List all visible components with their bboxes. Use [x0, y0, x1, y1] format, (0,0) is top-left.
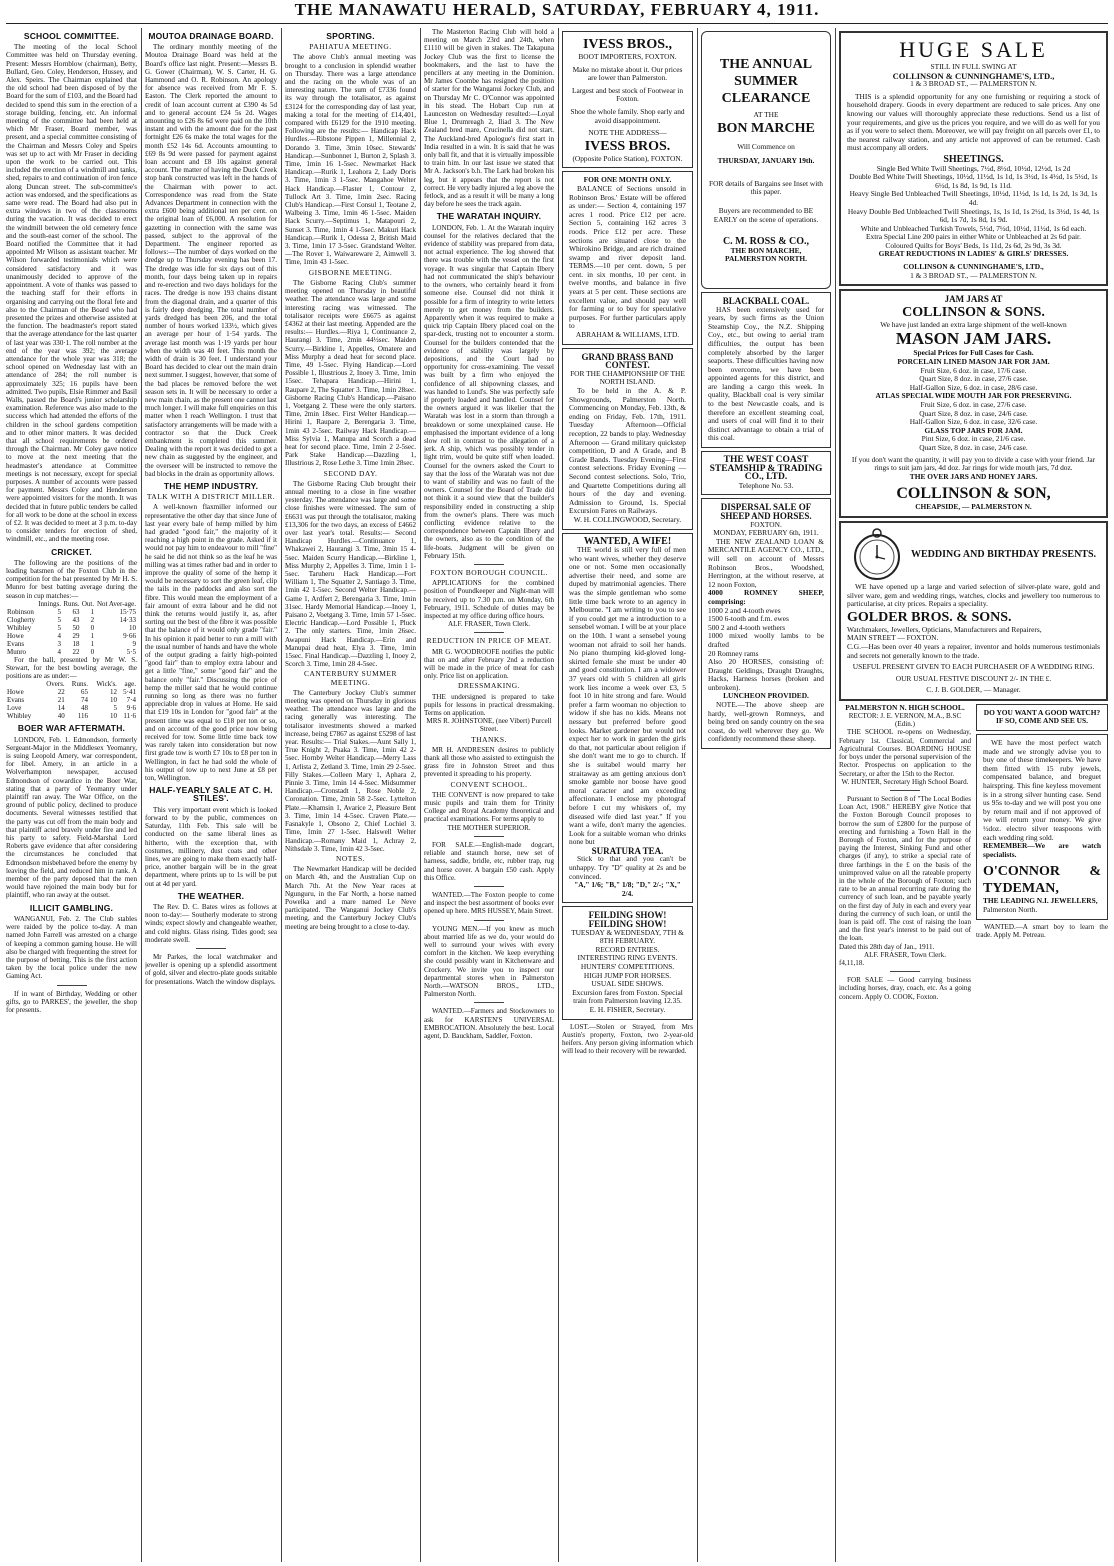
pnhs-rector: RECTOR: J. E. VERNON, M.A., B.SC (Edin.): [848, 712, 962, 729]
moutoa-heading: MOUTOA DRAINAGE BOARD.: [148, 31, 274, 41]
canterbury-article: The Canterbury Jockey Club's summer meeting was opened on Thursday in glorious weather. The attendance was large and the racing generally was interesting. The totalisator investments showed a marked increase, being £7867 as against £5298 of last year. Results:— Trial Stakes.—Aunt Sally 1, True Knight 2, Puaka 3. Time, 1min 42 2-5sec. Hornby Welter Handicap.—Merry Lass 1, Arlista 2, Zetland 3. Time, 1min 29 2-5sec. Filly Stakes.—Colleen Mary 1, Aphara 2, Pinnie 3. Time, 1min 14 4-5sec. Midsummer Handicap.—Cronstadt 1, Rose Noble 2, Coronation. Time, 2min 58 2-5sec. Lyttelton Plate.—Khamsin 1, Avarice 2, Pleasure Bent 3. Time, 1min 14 4-5sec. Craven Plate.—Fasnakyle 1, Obsono 2, Chief Lochiel 3. Time, 1min 27 1-5sec. Halswell Welter Handicap.—Romany Maid 1, Achray 2, Nithsdale 3. Time, 1min 42 3-5sec.: [285, 688, 416, 853]
table-row: Munro 4 22 0 5·5: [7, 647, 136, 656]
suratura-body: Stick to that and you can't be unhappy. Try "D" quality at 2s and be convinced.: [569, 854, 686, 881]
feilding-item: RECORD ENTRIES.: [595, 944, 660, 954]
jam-sign-2: CHEAPSIDE, — PALMERSTON N.: [915, 502, 1032, 512]
column-7: [839, 28, 1108, 1562]
jam-price-line: Half-Gallon Size, 6 doz. in case, 28/6 case.: [909, 382, 1038, 392]
golder-discount: OUR USUAL FESTIVE DISCOUNT 2/- IN THE £.: [895, 673, 1052, 683]
moutoa-article: The ordinary monthly meeting of the Moutoa Drainage Board was held at the Board's office last night. Present:—Messrs B. G. Gower (Chairman), W. S. Carter, H. G. Hammond and O. R. Robinson. An apology for absence was received from Mr F. S. Easton. The Clerk reported the amount to credit of loan account current at £390 4s 5d and to general account £24 5s 2d. Wages amounting to £26 8s 6d were paid on the 10th instant and with the amount due for the past fortnight £26 6s make the total wages for the month £52 14s 6d. Accounts amounting to £69 8s 9d were passed for payment against loan account and £8 10s against general account. The matter of having the Duck Creek stop bank constructed was left in the hands of the Chairman with power to act. Correspondence was read from the State Advances Department in connection with the extra £600 being additional ten per cent. on the original loan of £6,000. A resolution for gazetting in connection with the same was passed, subject to the approval of the Department. The engineer reported as follows:—The number of days worked on the dredge up to Thursday evening has been 17. The dredge was idle for six days out of this month, four days being taken up in repairs and re-erection and two days holidays for the races. The dredge is now 193 chains distant from the diagonal drain, and a quarter of this is fairly deep dredging. The total number of yards dredged has been 206, and the total number of hours worked 133½, which gives an average per hour of 1·54 yards. The average last month was 1·19 yards per hour when the width was 40 feet. This month the width of drain is 30 feet. I understand your Board has decided to clear out the main drain next summer. I suggest, however, that some of the bad places be removed before the wet season sets in. It will be necessary to order a new main chain, as the present one cannot last much longer. I will make full enquiries on this matter when I reach Wellington. I trust that satisfactory arrangements will be made with a contractor so that the Duck Creek embankment is completed this summer. Dealing with the report it was decided to get a new chain as suggested by the engineer, and the overseer will be instructed to remove the bad blocks in the drain as opportunity allows.: [145, 43, 277, 478]
thanks-notice: MR H. ANDRESEN desires to publicly thank all those who assisted to extinguish the grass fire in Johnston Street and thus prevented it spreading to his property.: [424, 745, 554, 779]
huge-sale-reductions: GREAT REDUCTIONS IN LADIES' & GIRLS' DRESSES.: [878, 249, 1069, 259]
jam-heading-2: COLLINSON & SONS.: [902, 304, 1045, 320]
west-coast-line-2: STEAMSHIP & TRADING CO., LTD.: [709, 463, 823, 483]
column-divider: [558, 28, 559, 1562]
table-row: Robinson 5 63 1 15·75: [7, 607, 136, 616]
sale-heading: HALF-YEARLY SALE AT C. H. STILES'.: [149, 785, 273, 804]
oconnor-line-3: Palmerston North.: [983, 904, 1038, 914]
canterbury-heading: CANTERBURY SUMMER MEETING.: [303, 669, 398, 687]
wanted-wife-heading: WANTED, A WIFE!: [583, 535, 672, 547]
column-divider: [141, 28, 142, 1562]
ivess-note: NOTE THE ADDRESS—: [588, 128, 667, 138]
table-row: Whibley 5 50 0 10: [7, 623, 136, 632]
dispersal-date: MONDAY, FEBRUARY 6th, 1911.: [713, 528, 819, 538]
dressmaking-sign: MRS R. JOHNSTONE, (nee Vibert) Purcell Street.: [426, 717, 552, 734]
golder-present: USEFUL PRESENT GIVEN TO EACH PURCHASER OF A WEDDING RING.: [852, 662, 1095, 672]
pocket-watch-icon: [847, 527, 907, 583]
summer-clearance-ad: [701, 31, 831, 289]
jam-price-line: Quart Size, 8 doz. in case, 24/6 case.: [919, 408, 1028, 418]
weather-article: The Rev. D. C. Bates wires as follows at noon to-day:— Southerly moderate to strong winds; expect slowly and changeable weather, and cold nights. Glass rising. Tides good; sea moderate swell.: [145, 902, 277, 944]
watch-offer-ad: [976, 734, 1108, 920]
loan-notice: Pursuant to Section 8 of "The Local Bodies Loan Act, 1908." HEREBY give Notice that the Foxton Borough Council proposes to borrow the sum of £2800 for the purpose of erecting and furnishing a Town Hall in the Borough of Foxton, and for the purpose of paying the Interest, Sinking Fund and other charges (if any), to strike a special rate of three farthings in the £ on the basis of the unimproved value on all the rateable property in the whole of the Borough of Foxton; such rate to be an annual recurring rate during the currency of such loan, and be payable yearly on the first day of July in each and every year during the currency of such loan, or until the loan is paid off. The cost of raising the loan and the first year's interest to be paid out of the loan.: [839, 794, 971, 943]
huge-sale-sign-2: 1 & 3 BROAD ST., — PALMERSTON N.: [910, 270, 1037, 280]
dispersal-sale-ad: [701, 498, 831, 749]
dispersal-item: 500 2 and 4-tooth wethers: [708, 622, 786, 632]
ivess-address: (Opposite Police Station), FOXTON.: [572, 153, 683, 163]
ivess-title-2: IVESS BROS.: [584, 138, 671, 154]
watchmaker-note: Mr Parkes, the local watchmaker and jeweller is opening up a splendid assortment of gold, silver and electro-plate goods suitable for presentations. Watch the window displays.: [145, 952, 277, 986]
jam-glass: GLASS TOP JARS FOR JAM.: [924, 425, 1023, 435]
masthead: THE MANAWATU HERALD, SATURDAY, FEBRUARY 4, 1911.: [294, 0, 820, 19]
convent-notice: THE CONVENT is now prepared to take music pupils and train them for Trinity College and Royal Academy theoretical and practical examinations. For terms apply to: [424, 790, 554, 824]
cricket-heading: CRICKET.: [51, 546, 92, 557]
summer-at: AT THE: [753, 110, 779, 119]
column-4: [424, 28, 554, 1562]
coal-body: HAS been extensively used for years, by such firms as the Union Steamship Coy., the N.Z. Shipping Coy., etc., but owing to aerial tram difficulties, the output has been completely absorbed by the larger seaports. These difficulties having now been overcome, we have been appointed agents for this district, and are landing a cargo this week. In quality, Blackball coal is very similar to the best Newcastle coals, and is therefore an excellent steaming coal, and users of coal will find it to their distinct advantage to obtain a trial of this coal.: [708, 304, 824, 443]
huge-sale-body: THIS is a splendid opportunity for any one furnishing or requiring a stock of household drapery. Goods in every department are reduced to sale prices. Any one knowing our values will thoroughly appreciate these reductions. Send us a list of your requirements, and give us the prices you require, and we will do as well for you as if you were to select them. Moreover, we will pay freight on all parcels over £1, to the nearest railway station, and any article not approved of can be returned. Cash must accompany all orders.: [847, 91, 1100, 153]
foxton-council-heading: FOXTON BOROUGH COUNCIL.: [430, 568, 548, 577]
table-row: Evans 21 74 10 7·4: [7, 696, 136, 705]
convent-heading: CONVENT SCHOOL.: [450, 779, 528, 789]
wedding-presents-ad: [839, 521, 1108, 701]
notes-article: The Newmarket Handicap will be decided on March 4th, and the Australian Cup on March 7th. At the New Year races at Ngunguru, in the Far North, a horse named Powelka and a mare named Le Neve participated. The Wanganui Jockey Club's meeting, and the Canterbury Jockey Club's meeting are being brought to a close to-day.: [285, 865, 416, 931]
brass-band-sign: W. H. COLLINGWOOD, Secretary.: [573, 514, 682, 524]
dispersal-item: 20 Romney rams: [708, 648, 759, 658]
ivess-ad: [562, 31, 693, 168]
golder-name: GOLDER BROS. & SONS.: [847, 609, 1012, 625]
lost-notice: LOST.—Stolen or Strayed, from Mrs Austin's property, Foxton, two 2-year-old heifers. Any person giving information which will lead to their recovery will be rewarded.: [562, 1022, 693, 1056]
dispersal-item: 1500 6-tooth and f.m. ewes: [708, 614, 789, 624]
pnhs-heading: PALMERSTON N. HIGH SCHOOL.: [845, 702, 965, 712]
waratah-article: LONDON, Feb. 1. At the Waratah inquiry counsel for the relatives declared that the evidence of stability was prepared from data, not actual experience. The log showed that there was trouble with the vessel on the first voyage. It was singular that Captain Ilbery had not communicated the ship's behaviour to the owners, who certainly heard it from someone else. Counsel did not think it possible for a firm of integrity to write letters merely to get money from the builders. Apparently when it was required to make a quick trip Captain Ilbery placed coal on the spar-deck, trusting not to encounter a storm. Counsel for the builders contended that the evidence of stability was largely by depositions, and the Court had no opportunity for cross-examining. The vessel was built by a firm who enjoyed the confidence of all shipowning classes, and was handed to Lund's. She was perfectly safe if properly loaded and handled. Counsel for the owners argued it was likelier that the Waratah was lost in a storm than through a breakdown or some unexplained cause. He emphasised the important evidence of a long slow roll in contrast to the allegation of a jerk. A ship, which was possibly tender in light trim, would be quite stiff when loaded. Counsel for the owners asked the Court to say that the loss of the Waratah was not due to want of stability and was no fault of the owners. Counsel for the Board of Trade did not think it a sound view that the builder's responsibility ended in constructing a ship from the owner's plans. There was much conflicting evidence relative to the correspondence between Captain Ilbery and the owners, also as to the condition of the life-boats. Judgment will be given on February 15th.: [424, 223, 554, 560]
sporting-heading: SPORTING.: [326, 31, 375, 41]
jam-atlas: ATLAS SPECIAL WIDE MOUTH JAR FOR PRESERVING.: [875, 391, 1072, 401]
blackball-coal-ad: [701, 292, 831, 448]
summer-store: BON MARCHE: [717, 120, 815, 136]
pahiatua-heading: PAHIATUA MEETING.: [309, 42, 392, 52]
summer-sign-3: PALMERSTON NORTH.: [724, 254, 807, 264]
huge-sale-title: HUGE SALE: [899, 37, 1048, 62]
pahiatua-article: The above Club's annual meeting was brought to a conclusion in splendid weather on Thursday. There was a large attendance and the racing on the whole was of an interesting nature. The sum of £7336 found its way through the totalisator, as against £3124 for the corresponding day of last year, making a total for the meeting of £14,401, compared with £6129 for the 1910 meeting. Following are the results:— Handicap Hack Hurdles.—Ribstone Pippen 1, Millennial 2, Dorando 3. Time, 3min 10sec. Stewards' Handicap.—Sunbonnet 1, Burton 2, Splash 3. Time, 1min 16 1-5sec. Newmarket Hack Handicap.—Rurik 1, Leahora 2, Lady Doris 3. Time, 1min 3 1-5sec. Mangahoe Welter Hack Handicap.—Flaster 1, Contour 2, Tullock Art 3. Time, 1min 2sec. Racing Club's Handicap.—First Consul 1, Teotane 2, Walbeing 3. Time, 1min 46 1-5sec. Maiden Hack Scurry.—Septimus 1, Matapouri 2, Sunset 3. Time, 1min 4 1-5sec. Makuri Hack Handicap.—Rurik 1, Odessa 2, British Maid 3. Time, 1min 17 3-5sec. Grandstand Welter.—The Rover 1, Waiwareware 2, Aimwell 3. Time, 1min 43 1-5sec.: [285, 53, 416, 267]
summer-sign-2: THE BON MARCHE,: [730, 245, 802, 255]
golder-description: Watchmakers, Jewellers, Opticians, Manufacturers and Repairers,: [847, 624, 1042, 634]
loan-sign: ALF. FRASER, Town Clerk.: [864, 950, 946, 959]
meat-notice: MR G. WOODROOFE notifies the public that on and after February 2nd a reduction will be made in the price of meat for cash only. Price list on application.: [424, 647, 554, 681]
feilding-dates: TUESDAY & WEDNESDAY, 7TH & 8TH FEBRUARY.: [571, 927, 684, 946]
summer-buyers: Buyers are recommended to BE EARLY on the scene of operations.: [713, 205, 819, 224]
brass-band-ad: [562, 348, 693, 530]
table-row: Love 14 48 5 9·6: [7, 704, 136, 713]
gisborne-article: The Gisborne Racing Club's summer meeting opened on Thursday in beautiful weather. The attendance was large and some interesting racing was witnessed. The totalisator receipts were £6675 as against £4362 at their last meeting. Appended are the results:— Hurdles.—Riya 1, Continuance 2, Haurangi 3. Time, 2min 44½sec. Maiden Scurry.—Birkline 1, Appelles, Omatere and Miss Murphy a dead heat for second place. Time, 49 1-5sec. Flying Handicap.—Lord Possible 1, Illustrious 2, Inoey 3. Time, 1min 15sec. Tehapara Handicap.—Hirini 1, Raupare 2, The Squatter 3. Time, 1min 28sec. Gisborne Racing Club's Handicap.—Paisano 1, Voetgang 2. These were the only starters. Time, 2min 18sec. First Welter Handicap.—Hirini 1, Raupare 2, Berengaria 3. Time, 1min 43 2-5sec. Railway Hack Handicap.—Miss Sylvia 1, Manupa and Scorch a dead heat for second place. Time, 1min 2 2-5sec. Park Stake Handicap.—Dazzling 1, Illustrious 2, Rose Lethe 3. Time 1min 28sec.: [285, 278, 416, 468]
wedding-heading: WEDDING AND BIRTHDAY PRESENTS.: [910, 548, 1097, 560]
jam-price-line: Quart Size, 8 doz. in case, 24/6 case.: [919, 442, 1028, 452]
feilding-fares: Excursion fares from Foxton. Special train from Palmerston leaving 12.35.: [572, 987, 683, 1006]
hemp-heading: THE HEMP INDUSTRY.: [163, 480, 259, 491]
dressmaking-notice: THE undersigned is prepared to take pupils for lessons in practical dressmaking. Terms on application.: [424, 692, 554, 718]
sheetings-line: Heavy Single Bed Unbleached Twill Sheetings, 10½d, 11½d, 1s 1d, 1s 2d, 1s 3d, 1s 4d.: [849, 189, 1098, 207]
school-committee-heading: SCHOOL COMMITTEE.: [23, 31, 120, 41]
feilding-item: HIGH JUMP FOR HORSES.: [583, 970, 672, 980]
table-row: Howe 4 29 1 9·66: [7, 631, 136, 640]
wedding-body: WE have opened up a large and varied selection of silver-plate ware, gold and silver ware, gem and wedding rings, watches, clocks and jewellery too numerous to particularise, at city prices. Repairs a speciality.: [847, 581, 1100, 609]
dispersal-heading: DISPERSAL SALE OF SHEEP AND HORSES.: [720, 502, 812, 521]
jam-sign-1: COLLINSON & SON,: [896, 485, 1051, 503]
for-sale-business: FOR SALE — Good carrying business including horses, dray, coach, etc. As a going concern. Apply O. COOK, Foxton.: [839, 976, 971, 1001]
jam-price-line: Quart Size, 8 doz. in case, 27/6 case.: [919, 374, 1028, 384]
wanted-boy-notice: WANTED.—A smart boy to learn the trade. Apply M. Petreau.: [976, 922, 1108, 939]
jam-intro: We have just landed an extra large shipment of the well-known: [880, 319, 1067, 329]
summer-title: THE ANNUAL SUMMER CLEARANCE: [719, 57, 813, 106]
ivess-line-2: Largest and best stock of Footwear in Foxton.: [571, 85, 684, 104]
masthead-rule: [6, 23, 1108, 24]
feilding-show-ad: [562, 906, 693, 1019]
table-row: Evans 3 18 1 9: [7, 639, 136, 648]
golder-cg: C.G.—Has been over 40 years a repairer, inventor and holds numerous testimonials and secrets not generally known to the trade.: [847, 641, 1100, 660]
dispersal-horses: Also 20 HORSES, consisting of: Draught Geldings, Draught Draughts, Hacks, Harness horses (broken and unbroken).: [708, 657, 824, 692]
masterton-article: The Masterton Racing Club will hold a meeting on March 23rd and 24th, when £1110 will be given in stakes. The Takapuna Jockey Club was the first to license the bookmakers, and the last to have the pencillers at any meeting in the Dominion. Mr James Coombe has resigned the position of starter for the Wanganui Jockey Club, and on Thursday Mr C. O'Connor was appointed in his stead. The Hobart Cup run at Launceston on Wednesday resulted:—Loyal Blue 1, Drumreagh 2, Iliad 3. The New Zealand bred mare, Crucinella did not start. The Auckland-bred Apologue's first start in India resulted in a win. It is said that he was only ball fit, and that it is virtually impossible to train him. In our last issue we stated that Mr A. Jackson's b.h. The Lark had broken his leg, but it appears that the report is not correct. He very badly injured a leg above the fetlock, and as a result it will be many a long day before he sees the track again.: [424, 28, 554, 209]
ivess-line-3: Shoe the whole family. Shop early and avoid disappointment.: [570, 106, 685, 125]
dispersal-item: 1000 mixed woolly lambs to be drafted: [708, 631, 824, 649]
west-coast-line-3: Telephone No. 53.: [738, 480, 794, 490]
illicit-gambling-article: WANGANUI, Feb. 2. The Club stables were raided by the police to-day. A man named John Farrell was arrested on a charge of keeping a common gaming house. He will also be charged with frequenting the street for the purpose of betting. This is the first action taken by the local police under the new Gaming Act.: [6, 914, 137, 981]
sheetings-line: Extra Special Line 200 pairs in either White or Unbleached at 2s 6d pair.: [866, 232, 1081, 242]
brass-band-heading: GRAND BRASS BAND CONTEST.: [581, 351, 674, 371]
column-1: [6, 28, 137, 1562]
dressmaking-heading: DRESSMAKING.: [457, 681, 521, 691]
bowling-table: [6, 680, 137, 720]
jam-price-line: Half-Gallon Size, 6 doz. in case, 32/6 case.: [909, 417, 1038, 427]
second-day-article: The Gisborne Racing Club brought their annual meeting to a close in fine weather yesterday. The attendance was large and some close finishes were witnessed. The sum of £6631 was put through the totalisator, making £13,306 for the two days, an excess of £4662 over last year's total. Results:— Second Handicap Hurdles.—Continuance 1, Whakawei 2, Haurangi 3. Time, 3min 15 4-5sec. Maiden Scurry Handicap.—Birkline 1, Miss Murphy 2, Appelles 3. Time, 1min 1 1-5sec. Taruheru Hack Handicap.—Fort William 1, The Squatter 2, Santiago 3. Time, 1min 42 1-5sec. Second Welter Handicap.—Game 1, Ardfert 2, Berengaria 3. Time, 1min 31sec. Hardy Memorial Handicap.—Inoey 1, Paisano 2, Voetgang 3. Time, 1min 57 1-5sec. Electric Handicap.—Lord Possible 1, Pluck 2. The only starters. Time, 1min 26sec. Awapuni Hack Handicap.—Erin and Manupai dead heat, Elya 3. Time, 1min 15sec. Final Handicap.—Dazzling 1, Inoey 2, Scorch 3. Time, 1min 28 4-5sec.: [285, 479, 416, 669]
pnhs-body: THE SCHOOL re-opens on Wednesday, February 1st. Classical, Commercial and Agricultural Courses. BOARDING HOUSE for boys under the personal supervision of the Rector. Prospectus on application to the Secretary, or after the 15th to the Rector.: [839, 728, 971, 778]
cricket-intro: The following are the positions of the leading batsmen of the Foxton Club in the competition for the bat presented by Mr H. S. Munro for best batting average during the season in cup matches:—: [6, 558, 137, 600]
sheetings-line: Heavy Double Bed Unbleached Twill Sheetings, 1s, 1s 1d, 1s 2½d, 1s 3½d, 1s 4d, 1s 6d, 1s 7d, 1s 8d, 1s 9d.: [847, 206, 1100, 225]
wanted-books-notice: WANTED.—The Foxton people to come and inspect the best assortment of books ever opened up here. MRS HUSSEY, Main Street.: [424, 890, 554, 916]
watch-column: [976, 704, 1108, 1001]
watch-body: WE have the most perfect watch made and we strongly advise you to buy one of these timekeepers. We have them fitted with 15 ruby jewels, compensated balance, and breguet hairspring. This fine keyless movement is in a strong silver hunting case. Send us 95s to-day and we will post you one by return mail and if not approved of we will return your money. We give ½doz. electro silver teaspoons with each wedding ring sold.: [983, 738, 1101, 842]
column-3: [285, 28, 416, 1562]
column-divider: [420, 28, 421, 1562]
summer-date: THURSDAY, JANUARY 19th.: [717, 156, 815, 166]
sheetings-line: Single Bed White Twill Sheetings, 7½d, 8½d, 10½d, 12½d, 1s 2d: [876, 163, 1071, 173]
table-row: Howe 22 65 12 5·41: [7, 688, 136, 697]
ivess-line-1: Make no mistake about it. Our prices are lower than Palmerston.: [572, 64, 683, 83]
dispersal-lot: 4000 ROMNEY SHEEP, comprising:: [708, 588, 824, 606]
brass-band-subheading: FOR THE CHAMPIONSHIP OF THE NORTH ISLAND.: [570, 368, 685, 387]
one-month-heading: FOR ONE MONTH ONLY.: [583, 175, 672, 185]
column-5: [562, 28, 693, 1562]
birthday-note: If in want of Birthday, Wedding or other gifts, go to PARKES', the jeweller, the shop for presents.: [6, 989, 137, 1014]
jam-note: If you don't want the quantity, it will pay you to divide a case with your friend. Jar rings to suit jam jars, 4d doz. Jar rings for wide mouth jars, 7d doz.: [851, 454, 1096, 473]
jam-special: Special Prices for Full Cases for Cash.: [913, 348, 1034, 358]
batting-table: [6, 600, 137, 656]
second-day-heading: SECOND DAY.: [323, 468, 378, 478]
convent-sign: THE MOTHER SUPERIOR.: [447, 823, 531, 832]
dispersal-body: THE NEW ZEALAND LOAN & MERCANTILE AGENCY CO., LTD., will sell on account of Messrs Robinson Bros., Woodshed, Herrington, at the without reserve, at 12 noon Foxton,: [708, 536, 824, 589]
column-6: [701, 28, 831, 1562]
boer-war-article: LONDON, Feb. 1. Edmondson, formerly Sergeant-Major in the Middlesex Yeomanry, is suing Leopold Amery, war correspondent, for libel. Amery, in an article in a Wolverhampton newspaper, accused Edmondson of cowardice in the Boer War, stating that a party of Yeomanry under plaintiff ran away. The War Office, on the ground of public policy, declined to produce documents. Several witnesses testified that the party was cut off from the main body and that plaintiff acted bravely under fire and led his party to safety. Field-Marshal Lord Roberts gave evidence that after considering the circumstances he concluded that Edmondson misbehaved before the enemy by leaving the field, and reduced him in rank. A member of the party deposed that the men would have rejoined the main body but for plaintiff, who ran away at the outset.: [6, 735, 137, 900]
wanted-wife-ad: [562, 533, 693, 904]
young-men-notice: YOUNG MEN.—If you knew as much about married life as we do, your would do well to surround your wives with every comfort in the kitchen. We keep everything she could possibly want in Kitchenware and Crockery. We invite you to inspect our departmental stores when in Palmerston North.—WATSON BROS., LTD., Palmerston North.: [424, 924, 554, 999]
sheetings-line: White and Unbleached Turkish Towels, 5½d, 7½d, 10½d, 11½d, 1s 6d each.: [860, 223, 1087, 233]
huge-sale-ad: [839, 31, 1108, 286]
jam-price-line: Fruit Size, 6 doz. in case, 27/6 case.: [920, 400, 1027, 409]
summer-sign-1: C. M. ROSS & CO.,: [722, 236, 810, 248]
table-header-row: Overs. Runs. Wick's. age.: [46, 680, 136, 689]
wanted-wife-body: THE world is still very full of men who want wives, whether they deserve one or not. Some men occasionally advertise their need, and some are duped by matrimonial agencies. There was the simple gentleman who some little time back wrote to an agency in Melbourne. "I am writing to you to see if you could get me a introduction to a sensebel woman. I will be at your place on the 10th. I want a sensebel young wooman not afraid to soil her hands. No piano thumping kid-gloved long-skirted female she must be under 40 and good constitution. I am a widower 37 years old with 5 children all girls work lies income a week over £3, 5 foot 10 in hite strong and fare. Would prefer a farm wooman no objection to widow if she has no kids. Means not nessary but preferred before good looks. Market gardener but would not expect her to work in garden the girls do that, not particular about religion if she don't want me to go to church. If she is suitabel would marry her straitaway as am getting anxious don't smoke gamble nor boose have good moral caracter and am exceeding affectionate. I enclose my photograf before I cut my whiskers of, my diseased wife died last year." If you want a wife, don't marry the agencies. Look for a suitable woman who drinks none but: [569, 545, 686, 847]
loan-date: Dated this 28th day of Jan., 1911.: [839, 942, 935, 951]
foxton-council-sign: ALF. FRASER, Town Clerk.: [448, 620, 530, 629]
table-row: Clogherty 5 43 2 14·33: [7, 615, 136, 624]
suratura-heading: SURATURA TEA.: [591, 845, 664, 856]
golder-sign: C. J. B. GOLDER, — Manager.: [926, 685, 1021, 695]
feilding-item: INTERESTING RING EVENTS.: [577, 953, 678, 963]
ivess-subtitle: BOOT IMPORTERS, FOXTON.: [578, 52, 677, 61]
dispersal-place: FOXTON.: [750, 519, 782, 529]
ivess-title: IVESS BROS.,: [582, 37, 673, 52]
meat-heading: REDUCTION IN PRICE OF MEAT.: [426, 636, 552, 646]
oconnor-line-2: THE LEADING N.I. JEWELLERS,: [983, 896, 1098, 906]
high-school-column: [839, 704, 971, 1001]
waratah-heading: THE WARATAH INQUIRY.: [436, 211, 542, 222]
watch-heading: DO YOU WANT A GOOD WATCH? IF SO, COME AND SEE US.: [983, 707, 1101, 726]
jam-price-line: Pint Size, 6 doz. in case, 21/6 case.: [921, 434, 1026, 444]
school-committee-article: The meeting of the local School Committee was held on Thursday evening. Present: Messrs Hornblow (chairman), Betty, Bullard, Geo. Coley, Henderson, Hussey, and Alex. Speirs. The Chairman explained that the old school had been disposed of by the Board for the sum of £103, and the Board had decided to spend this sum in the erection of a storage building, fencing, etc. An informal meeting of the committee had been held at which Mr Fraser, Board member, was present, and a special committee consisting of the Chairman and Messrs Coley and Speirs was set up to act with Mr Fraser in deciding upon the work to be carried out. This included the erection of a windmill and tanks, shed, repairs to and continuation of iron fence along Duncan street. The sub-committee's action was endorsed, and the specifications as same were read. The Board had also put in extra windows in two of the classrooms during the vacation. It was decided to erect the windmill between the old cemetery fence and the south-east corner of the school. The Board notified the Committee that it had appointed Mr Wilson as assistant teacher. Mr Wilson forwarded testimonials which were considered satisfactory and it was unanimously decided to approve of the appointment. A vote of thanks was passed to the teaching staff for their efforts in organising and carrying out the floral fete and also to the Chairman of the Board who had presented the prizes and otherwise assisted at the function. The headmaster's report stated that the average attendance for the last quarter of last year was 330·1. The roll number at the end of the year was 392; the average attendance for the whole year was 318; the school opened on Wednesday last with an attendance of 284; the roll number is approximately 325; 16 pupils have been admitted. Two pupils, Elsie Rimmer and Basil Walls, passed the Board's junior scholarship examination. Reference was also made to the success which had attended the efforts of the children in the school gardens competition and to other minor matters. It was decided that all school requirements be ordered through the Chairman. Mr Coley gave notice to move at the next meeting that the headmaster's attendance at Committee meetings is not necessary, except for special purposes. A number of accounts were passed for payment. Messrs Coley and Henderson were appointed visitors for the month. It was decided that in future public tenders be called for all work to be done at the school in excess of £2. It was decided to meet at 3 p.m. to-day to consider tenders for erection of shed, windmill, etc., and the meeting rose.: [6, 43, 137, 544]
thanks-heading: THANKS.: [471, 734, 507, 744]
huge-sale-firm: COLLINSON & CUNNINGHAME'S, LTD.,: [892, 70, 1055, 81]
jam-porcelain: PORCELAIN LINED MASON JAR FOR JAM.: [897, 357, 1050, 367]
huge-sale-sign-1: COLLINSON & CUNNINGHAME'S, LTD.,: [903, 262, 1044, 272]
for-sale-notice: FOR SALE.—English-made dogcart, reliable and staunch horse, new set of harness, saddle, bridle, etc, rubber trap, rug and horse cover. A bargain £50 cash. Apply this Office.: [424, 840, 554, 882]
dispersal-item: 1000 2 and 4-tooth ewes: [708, 605, 781, 615]
farmers-notice: WANTED.—Farmers and Stockowners to ask for KARSTEN'S UNIVERSAL EMBROCATION. Absolutely the best. Local agent, D. Bauckham, Saddler, Foxton.: [424, 1007, 554, 1040]
gisborne-heading: GISBORNE MEETING.: [308, 267, 393, 277]
summer-details: FOR details of Bargains see Inset with this paper.: [709, 178, 823, 197]
feilding-sign: E. H. FISHER, Secretary.: [589, 1004, 666, 1014]
column-divider: [697, 28, 698, 1562]
golder-address: MAIN STREET — FOXTON.: [847, 633, 939, 643]
jam-over: THE OVER JARS AND HONEY JARS.: [909, 471, 1038, 481]
notes-heading: NOTES.: [335, 853, 366, 863]
good-watch-ad: [976, 704, 1108, 731]
oconnor-line-1: O'CONNOR & TYDEMAN,: [983, 864, 1101, 897]
table-row: Whibley 40 116 10 11·6: [7, 712, 136, 721]
sale-article: This very important event which is looked forward to by the public, commences on Saturday, 11th Feb. This sale will be conducted on the same liberal lines as hitherto, with the exception that, with costumes, millinery, dust coats and other lines, we are going to make them exactly half-price, another bargain will be in the great department, where prints up to 1s will be put out at 4d per yard.: [145, 805, 277, 888]
jam-jars-ad: [839, 289, 1108, 518]
column-divider: [281, 28, 282, 1562]
dispersal-lunch: LUNCHEON PROVIDED.: [723, 691, 809, 701]
boer-war-heading: BOER WAR AFTERMATH.: [17, 723, 126, 734]
foxton-council-notice: APPLICATIONS for the combined position of Poundkeeper and Night-man will be received up to 7.30 p.m. on Monday, 6th February, 1911. Schedule of duties may be inspected at my office during office hours.: [424, 579, 554, 621]
brass-band-body: To be held in the A. & P. Showgrounds, Palmerston North. Commencing on Monday, Feb. 13th, & ending on Friday, Feb. 17th, 1911. Tuesday Afternoon—Official reception, 22 bands to play. Wednesday Afternoon — Grand military quickstep competition, D and A Grade, and B Grade Bands. Tuesday Evening—First contest selections. Friday Evening — Second contest selections. Solo, Trio, and Quartette Competitions during all hours of the day and evening. Admission to Ground, 1s. Special Excursion Fares on Railways.: [569, 386, 686, 516]
suratura-prices: "A," 1/6; "B," 1/8; "D," 2/-; "X," 2/4.: [574, 880, 681, 898]
feilding-heading: FEILDING SHOW! FEILDING SHOW!: [588, 910, 667, 930]
huge-sale-address: 1 & 3 BROAD ST., — PALMERSTON N.: [910, 79, 1037, 89]
jam-heading-1: JAM JARS AT: [944, 294, 1003, 305]
huge-sale-subtitle: STILL IN FULL SWING AT: [930, 62, 1017, 71]
column-divider: [835, 28, 836, 1562]
illicit-gambling-heading: ILLICIT GAMBLING.: [29, 902, 114, 913]
hemp-subheading: TALK WITH A DISTRICT MILLER.: [146, 492, 276, 502]
feilding-item: USUAL SIDE SHOWS.: [591, 979, 664, 989]
one-month-body: BALANCE of Sections unsold in Robinson Bros.' Estate will be offered as under:— Section 4, containing 197 acres 1 rood. Price £12 per acre. Section 5, containing 162 acres 3 roods. Price £12 per acre. These sections are situated close to the Whirokino Bridge, and are rich drained swamp and river deposit land. TERMS.—10 per cent. down, 5 per cent. in six months, 10 per cent. in twelve months, and balance in five years at 5 per cent. These sections are excellent value, and should pay well for farming or to buy for speculative purposes. For further particulars apply to: [569, 183, 686, 331]
bowling-intro: For the ball, presented by Mr W. S. Stewart, for the best bowling average, the positions are as under:—: [6, 655, 137, 681]
jam-title: MASON JAM JARS.: [895, 329, 1052, 349]
west-coast-ad: [701, 451, 831, 495]
feilding-item: HUNTERS' COMPETITIONS.: [580, 962, 675, 971]
hemp-article: A well-known flaxmiller informed our representative the other day that since June of last year every bale of hemp milled by him had graded "good fair," the majority of it reaching a high point in the grade. Asked if it would not pay him to endeavour to mill "fine" he said he did not think so as the leaf he was milling was at times rather bad and in order to improve the quality of some of the hemp it would be necessary to sort the green leaf, clip the tails in the paddocks and also sort the fibre. This would mean the employment of a fair amount of extra labour and he did not think the returns would justify it, as, after sorting out the best of the fibre it was possible that the balance of it would only grade "fair." In his opinion it paid better to run a mill with the usual number of hands and have the whole of the output grading a fairly high-pointed "good fair" than to employ extra labour and get a little "fine," some "good fair" and the balance only "fair." Discussing the price of hemp the miller said that he would continue running so long as there was no further appreciable drop in values at Home. He said that £19 10s in London for "good fair" at the present time was equal to £18 per ton or so, and on account of the good price now being received for tow. Some little time back tow was rarely taken into consideration but now first grade tow is worth £7 10s to £8 per ton in Wellington, in fact he had sold the whole of his output of tow up to next June at £8 per ton, Wellington.: [145, 503, 277, 783]
pnhs-sign: W. HUNTER, Secretary High School Board.: [841, 777, 969, 786]
one-month-ad: [562, 171, 693, 344]
dispersal-note: NOTE.—The above sheep are hardy, well-grown Romneys, and being bred on sandy country on the sea coast, do well wherever they go. We confidently recommend these sheep.: [708, 700, 824, 744]
watch-remember: REMEMBER—We are watch specialists.: [983, 841, 1101, 859]
sheetings-heading: SHEETINGS.: [943, 153, 1004, 165]
one-month-sign: ABRAHAM & WILLIAMS, LTD.: [575, 330, 680, 340]
coal-heading: BLACKBALL COAL.: [722, 295, 810, 306]
column-2: [145, 28, 277, 1562]
jam-price-line: Fruit Size, 6 doz. in case, 17/6 case.: [920, 365, 1027, 375]
sheetings-line: Double Bed White Twill Sheetings, 10½d, 11½d, 1s 1d, 1s 3½d, 1s 4½d, 1s 5½d, 1s 6½d, 1s 8d, 1s 9d, 1s 11d.: [849, 172, 1098, 190]
west-coast-line-1: THE WEST COAST: [723, 455, 809, 466]
table-header-row: Innings. Runs. Out. Not Aver-age.: [38, 599, 136, 608]
loan-ref: f4,11,18.: [839, 958, 865, 967]
summer-start: Will Commence on: [737, 141, 795, 151]
sheetings-line: Coloured Quilts for Boys' Beds, 1s 11d, 2s 6d, 2s 9d, 3s 3d.: [885, 240, 1062, 250]
weather-heading: THE WEATHER.: [177, 890, 245, 901]
